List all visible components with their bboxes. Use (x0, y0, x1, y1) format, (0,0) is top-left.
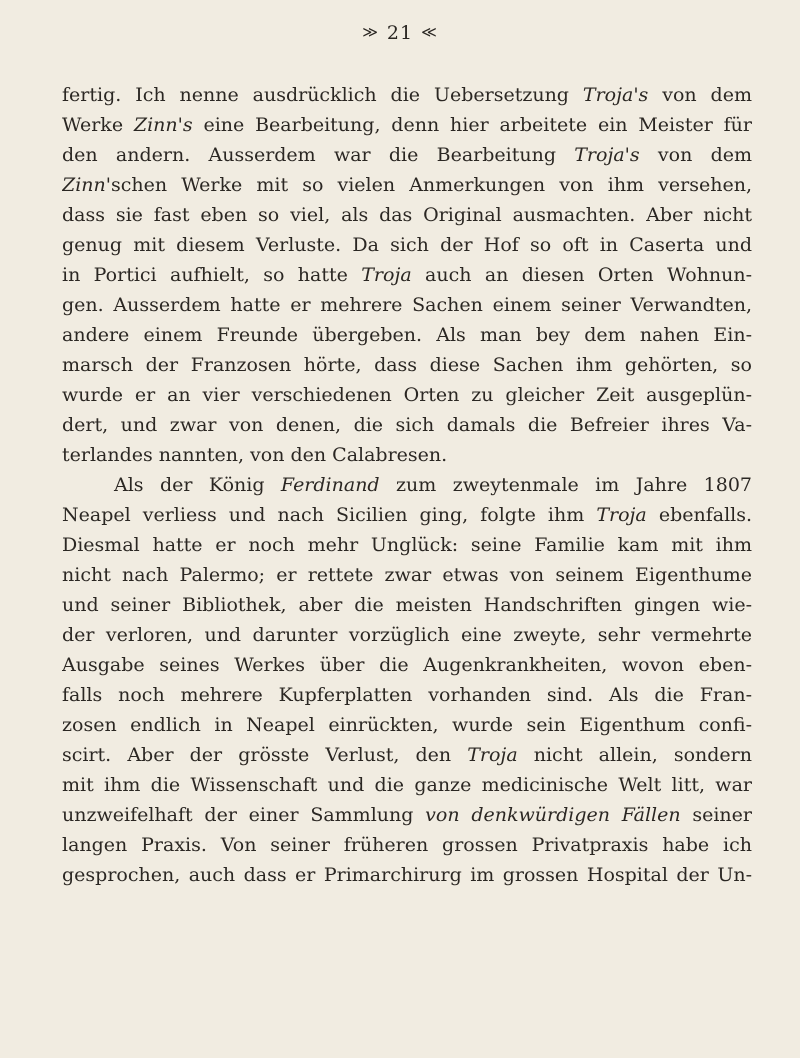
text-line (62, 500, 752, 530)
text-line (62, 80, 752, 110)
text-run: nicht allein, sondern (517, 744, 752, 766)
text-line (62, 620, 752, 650)
text-line (62, 440, 752, 470)
text-run: seiner (680, 804, 752, 826)
body-text (62, 80, 752, 890)
text-line (62, 350, 752, 380)
ornament-left-icon: ≫ (362, 23, 379, 41)
text-run: wurde er an vier verschiedenen Orten zu gleicher Zeit ausgeplün- (62, 384, 752, 406)
text-run: scirt. Aber der grösste Verlust, den (62, 744, 468, 766)
italic-text: Troja (467, 744, 518, 766)
text-line (62, 770, 752, 800)
italic-text: Zinn's (133, 114, 193, 136)
text-line (62, 470, 752, 500)
ornament-right-icon: ≪ (421, 23, 438, 41)
text-run: gen. Ausserdem hatte er mehrere Sachen einem seiner Verwandten, (62, 294, 752, 316)
text-run: eine Bearbeitung, denn hier arbeitete ein Meister für (192, 114, 752, 136)
italic-text: Troja's (574, 144, 640, 166)
text-run: Diesmal hatte er noch mehr Unglück: seine Familie kam mit ihm (62, 534, 752, 556)
text-run: und seiner Bibliothek, aber die meisten Handschriften gingen wie- (62, 594, 752, 616)
text-line (62, 380, 752, 410)
text-run: dass sie fast eben so viel, als das Original ausmachten. Aber nicht (62, 204, 752, 226)
text-line (62, 290, 752, 320)
text-run: zum zweytenmale im Jahre 1807 (379, 474, 752, 496)
text-line (62, 830, 752, 860)
text-run: genug mit diesem Verluste. Da sich der Hof so oft in Caserta und (62, 234, 752, 256)
text-line (62, 800, 752, 830)
text-run: auch an diesen Orten Wohnun- (411, 264, 752, 286)
text-run: terlandes nannten, von den Calabresen. (62, 444, 448, 466)
text-line (62, 710, 752, 740)
page-number: 21 (386, 22, 414, 44)
text-run: Ausgabe seines Werkes über die Augenkrankheiten, wovon eben- (62, 654, 752, 676)
italic-text: Troja (596, 504, 647, 526)
text-line (62, 680, 752, 710)
text-run: ebenfalls. (646, 504, 752, 526)
text-run: zosen endlich in Neapel einrückten, wurde sein Eigenthum confi- (62, 714, 752, 736)
text-run: den andern. Ausserdem war die Bearbeitung (62, 144, 575, 166)
text-line (62, 170, 752, 200)
text-run: nicht nach Palermo; er rettete zwar etwas von seinem Eigenthume (62, 564, 752, 586)
text-run: von dem (639, 144, 752, 166)
text-run: Neapel verliess und nach Sicilien ging, folgte ihm (62, 504, 597, 526)
text-line (62, 320, 752, 350)
italic-text: Troja's (582, 84, 649, 106)
text-line (62, 530, 752, 560)
text-run: fertig. Ich nenne ausdrücklich die Uebersetzung (62, 84, 583, 106)
text-run: marsch der Franzosen hörte, dass diese Sachen ihm gehörten, so (62, 354, 752, 376)
text-run: mit ihm die Wissenschaft und die ganze medicinische Welt litt, war (62, 774, 752, 796)
text-run: falls noch mehrere Kupferplatten vorhanden sind. Als die Fran- (62, 684, 752, 706)
italic-text: Ferdinand (280, 474, 380, 496)
text-run: andere einem Freunde übergeben. Als man bey dem nahen Ein- (62, 324, 752, 346)
text-run: langen Praxis. Von seiner früheren grossen Privatpraxis habe ich (62, 834, 752, 856)
text-line (62, 200, 752, 230)
text-line (62, 560, 752, 590)
text-run: dert, und zwar von denen, die sich damals die Befreier ihres Va- (62, 414, 752, 436)
text-line (62, 260, 752, 290)
text-line (62, 140, 752, 170)
text-run: in Portici aufhielt, so hatte (62, 264, 362, 286)
text-run: unzweifelhaft der einer Sammlung (62, 804, 426, 826)
italic-text: Troja (361, 264, 412, 286)
text-run: schen Werke mit so vielen Anmerkungen von ihm versehen, (110, 174, 752, 196)
italic-text: von denkwürdigen Fällen (425, 804, 681, 826)
text-line (62, 590, 752, 620)
text-line (62, 230, 752, 260)
text-run: der verloren, und darunter vorzüglich eine zweyte, sehr vermehrte (62, 624, 752, 646)
text-line (62, 740, 752, 770)
text-line (62, 860, 752, 890)
text-run: von dem (648, 84, 752, 106)
page-header (0, 22, 800, 44)
text-run: Werke (62, 114, 134, 136)
text-line (62, 110, 752, 140)
text-line (62, 650, 752, 680)
text-run: gesprochen, auch dass er Primarchirurg im grossen Hospital der Un- (62, 864, 752, 886)
italic-text: Zinn' (62, 174, 111, 196)
text-run: Als der König (114, 474, 281, 496)
text-line (62, 410, 752, 440)
